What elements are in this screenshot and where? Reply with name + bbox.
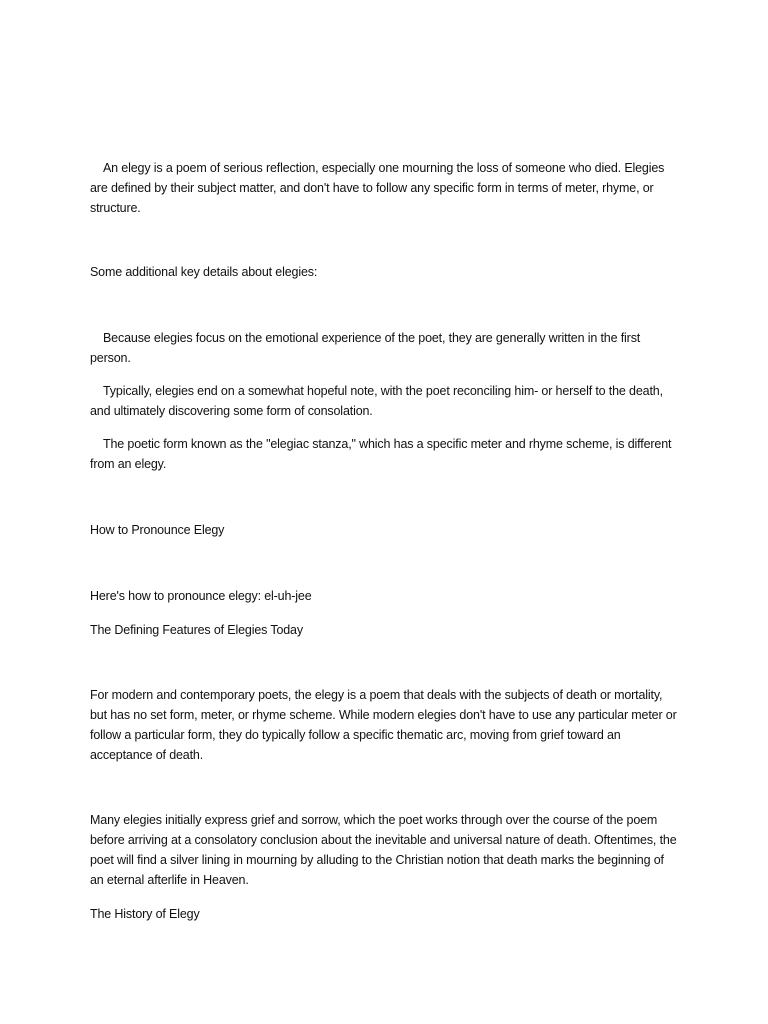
history-heading: The History of Elegy — [90, 907, 200, 921]
features-paragraph-2: Many elegies initially express grief and sorrow, which the poet works through over the course of the poem before arriving at a consolatory conclusion about the inevitable and universal nature of death. Oftentimes, the poet will find a silver lining in mourning by alluding to the Christian notion that death marks the beginning of an eternal afterlife in Heaven. — [90, 813, 677, 887]
detail-elegiac-stanza: The poetic form known as the "elegiac stanza," which has a specific meter and rhyme scheme, is different from an elegy. — [90, 437, 672, 471]
detail-first-person: Because elegies focus on the emotional experience of the poet, they are generally written in the first person. — [90, 331, 641, 365]
features-paragraph-1: For modern and contemporary poets, the elegy is a poem that deals with the subjects of death or mortality, but has no set form, meter, or rhyme scheme. While modern elegies don't have to use any particular meter or follow a particular form, they do typically follow a specific thematic arc, moving from grief toward an acceptance of death. — [90, 688, 677, 762]
features-heading: The Defining Features of Elegies Today — [90, 623, 303, 637]
intro-paragraph: An elegy is a poem of serious reflection, especially one mourning the loss of someone who died. Elegies are defined by their subject matter, and don't have to follow any specific form in terms of meter, rhyme, or structure. — [90, 161, 665, 215]
pronounce-heading: How to Pronounce Elegy — [90, 523, 225, 537]
key-details-heading: Some additional key details about elegies: — [90, 265, 318, 279]
pronounce-text: Here's how to pronounce elegy: el-uh-jee — [90, 589, 312, 603]
detail-hopeful-ending: Typically, elegies end on a somewhat hopeful note, with the poet reconciling him- or herself to the death, and ultimately discovering some form of consolation. — [90, 384, 663, 418]
